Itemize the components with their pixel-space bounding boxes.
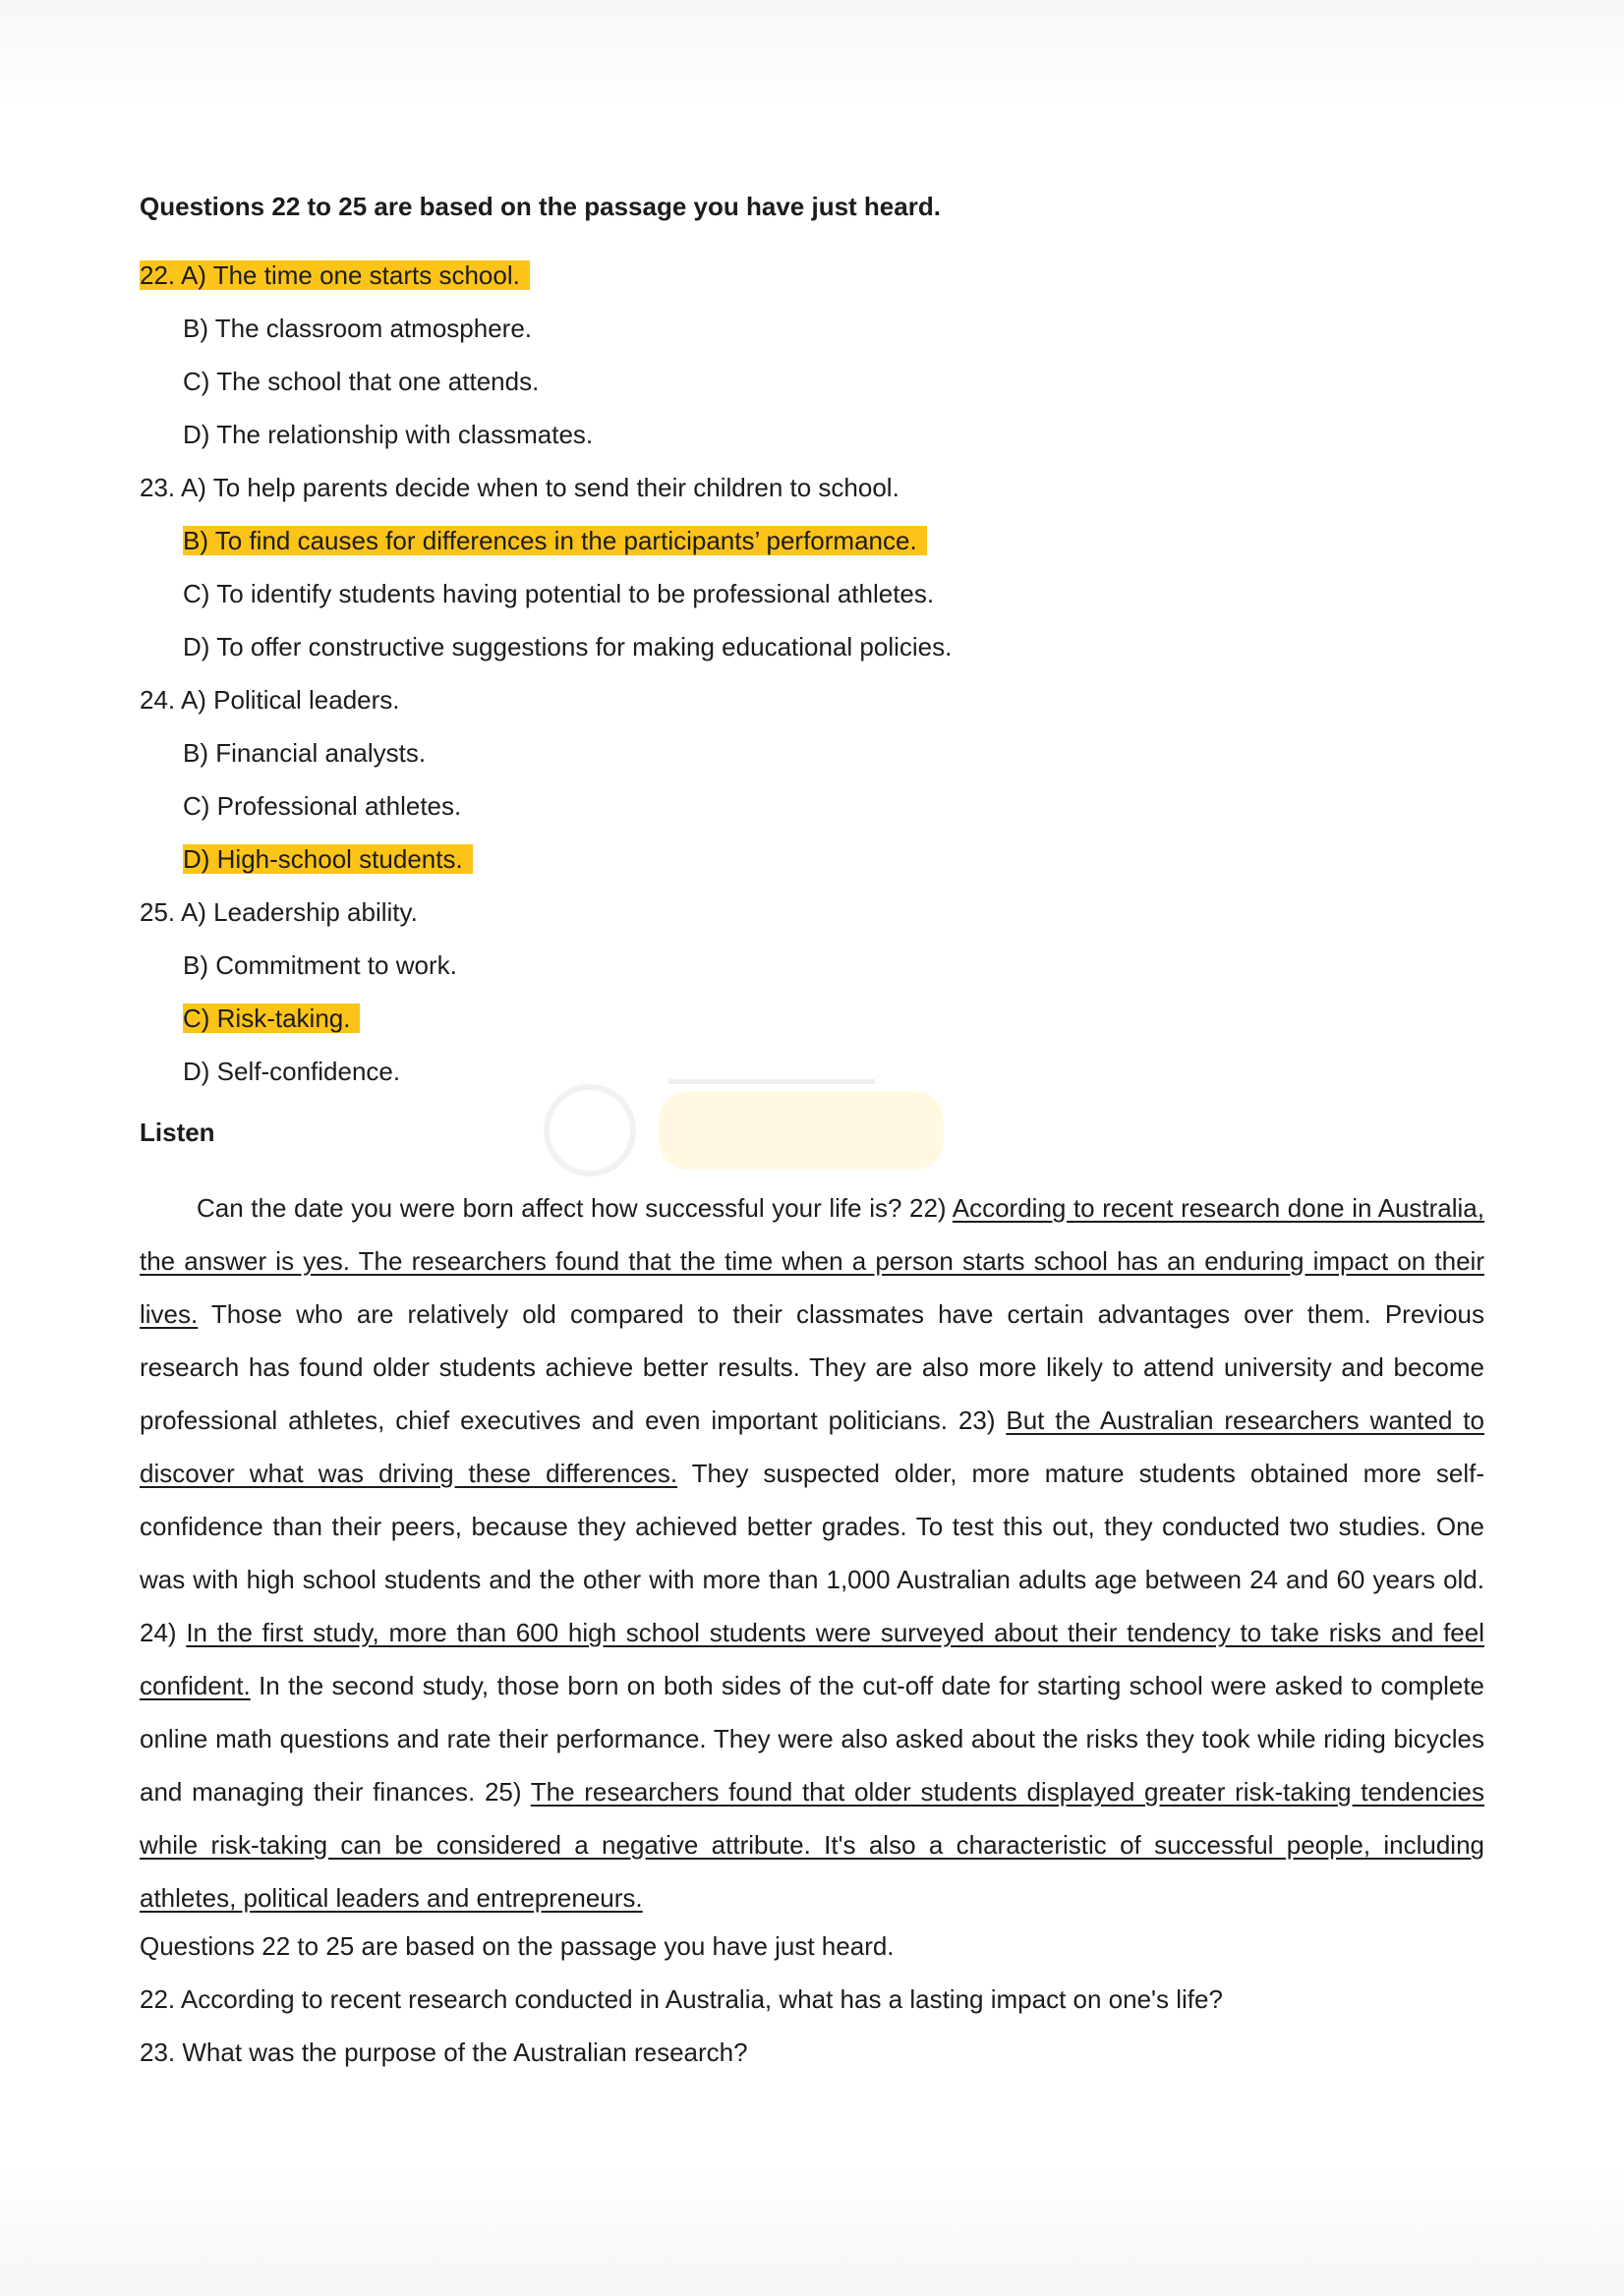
- option-text: D) To offer constructive suggestions for making educational policies.: [183, 632, 953, 661]
- option-text: C) To identify students having potential to be professional athletes.: [183, 579, 935, 608]
- question-23-option-c: [140, 574, 1484, 613]
- question-23-option-d: [140, 627, 1484, 666]
- question-24-option-d: [140, 839, 1484, 879]
- question-25-option-b: [140, 946, 1484, 985]
- transcript-answer-underline: The researchers found that older students displayed greater risk-taking tendencies while risk-taking can be considered a negative attribute. It's also a characteristic of successful people, including athletes, political leaders and entrepreneurs.: [140, 1777, 1484, 1913]
- option-text: A) Political leaders.: [180, 685, 400, 715]
- question-22-option-b: [140, 309, 1484, 348]
- option-text: A) Leadership ability.: [180, 897, 418, 927]
- listening-transcript: [140, 1181, 1484, 1924]
- option-text: C) Risk-taking.: [183, 1004, 351, 1033]
- question-24: [140, 680, 1484, 879]
- question-number: 23.: [140, 473, 176, 502]
- option-text: B) Commitment to work.: [183, 950, 457, 980]
- option-text: D) High-school students.: [183, 844, 463, 874]
- question-25-option-d: [140, 1052, 1484, 1091]
- option-text: B) To find causes for differences in the participants’ performance.: [183, 526, 917, 555]
- transcript-segment: Those who are relatively old compared to their classmates have certain advantages over them. Previous research has found older students achieve better results. They are also more likely to attend university and become professional athletes, chief executives and even important politicians. 23): [140, 1299, 1484, 1435]
- option-text: C) The school that one attends.: [183, 367, 540, 396]
- option-text: A) To help parents decide when to send their children to school.: [180, 473, 899, 502]
- transcript-segment: Can the date you were born affect how successful your life is? 22): [197, 1193, 953, 1223]
- answer-highlight: [183, 526, 927, 555]
- transcript-answer-underline: But the Australian researchers wanted to discover what was driving these differences.: [140, 1406, 1484, 1488]
- option-text: B) The classroom atmosphere.: [183, 314, 532, 343]
- transcript-answer-underline: According to recent research done in Australia, the answer is yes. The researchers found that the time when a person starts school has an enduring impact on their lives.: [140, 1193, 1484, 1329]
- questions-heading: Questions 22 to 25 are based on the passage you have just heard.: [140, 192, 941, 221]
- question-22: [140, 256, 1484, 454]
- question-25-option-a: [140, 892, 1484, 932]
- option-text: D) The relationship with classmates.: [183, 420, 594, 449]
- question-24-option-b: [140, 733, 1484, 773]
- listen-title: Listen: [140, 1118, 215, 1147]
- option-text: C) Professional athletes.: [183, 791, 462, 821]
- transcript-answer-underline: In the first study, more than 600 high school students were surveyed about their tendency to take risks and feel confident.: [140, 1618, 1484, 1700]
- question-25: [140, 892, 1484, 1091]
- question-25-option-c: [140, 999, 1484, 1038]
- question-number: 25.: [140, 897, 176, 927]
- answer-highlight: [183, 1004, 360, 1033]
- question-24-option-c: [140, 786, 1484, 826]
- question-23-option-b: [140, 521, 1484, 560]
- option-text: B) Financial analysts.: [183, 738, 427, 768]
- question-23-option-a: [140, 468, 1484, 507]
- document-content: [140, 187, 1484, 2086]
- answer-highlight: [183, 844, 473, 874]
- question-22-option-d: [140, 415, 1484, 454]
- tail-question-23: 23. What was the purpose of the Australian research?: [140, 2038, 748, 2067]
- question-24-option-a: [140, 680, 1484, 719]
- question-number: 22.: [140, 260, 176, 290]
- option-text: A) The time one starts school.: [180, 260, 520, 290]
- tail-question-22: 22. According to recent research conducted in Australia, what has a lasting impact on one's life?: [140, 1984, 1223, 2014]
- question-23: [140, 468, 1484, 666]
- question-number: 24.: [140, 685, 176, 715]
- question-22-option-a: [140, 256, 1484, 295]
- option-text: D) Self-confidence.: [183, 1057, 401, 1086]
- tail-heading: Questions 22 to 25 are based on the passage you have just heard.: [140, 1931, 895, 1961]
- transcript-segment: They suspected older, more mature students obtained more self-confidence than their peers, because they achieved better grades. To test this out, they conducted two studies. One was with high school students and the other with more than 1,000 Australian adults age between 24 and 60 years old. 24): [140, 1459, 1485, 1647]
- question-22-option-c: [140, 362, 1484, 401]
- answer-highlight: [140, 260, 530, 290]
- transcript-segment: In the second study, those born on both sides of the cut-off date for starting school were asked to complete online math questions and rate their performance. They were also asked about the risks they took while riding bicycles and managing their finances. 25): [140, 1671, 1484, 1807]
